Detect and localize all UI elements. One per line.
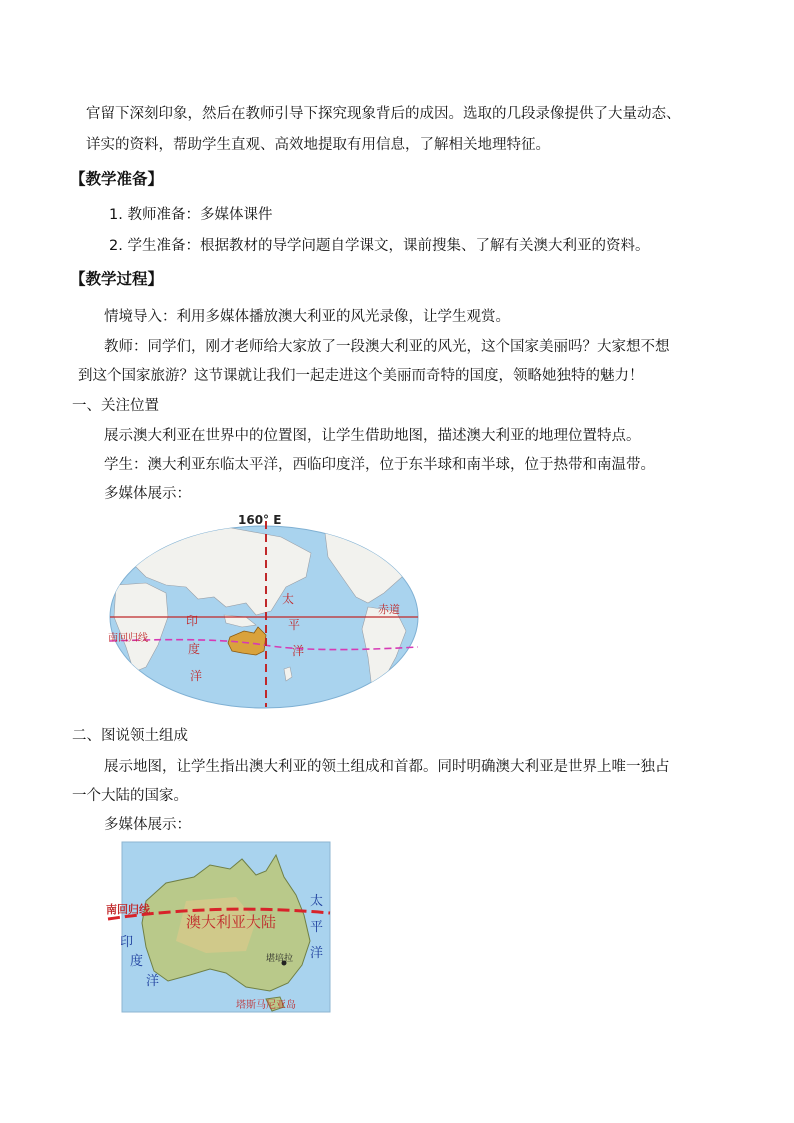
section-1-paragraph-2: 学生：澳大利亚东临太平洋，西临印度洋，位于东半球和南半球，位于热带和南温带。 xyxy=(104,457,655,473)
process-heading: 【教学过程】 xyxy=(70,270,164,288)
canberra-label: 堪培拉 xyxy=(266,954,294,964)
intro-line-1: 官留下深刻印象，然后在教师引导下探究现象背后的成因。选取的几段录像提供了大量动态、 xyxy=(86,106,681,122)
tropic-label: 南回归线 xyxy=(108,633,148,644)
process-paragraph-1: 情境导入：利用多媒体播放澳大利亚的风光录像，让学生观赏。 xyxy=(104,309,510,325)
continent-label: 澳大利亚大陆 xyxy=(186,913,277,931)
process-paragraph-2b: 到这个国家旅游？这节课就让我们一起走进这个美丽而奇特的国度，领略她独特的魅力！ xyxy=(78,368,644,384)
australia-indian-char-2: 度 xyxy=(130,954,144,969)
prep-heading: 【教学准备】 xyxy=(70,170,164,188)
section-1-title: 一、关注位置 xyxy=(72,398,159,414)
equator-label: 赤道 xyxy=(378,603,400,616)
prep-item-1: 1. 教师准备：多媒体课件 xyxy=(109,207,273,223)
section-1-paragraph-1: 展示澳大利亚在世界中的位置图，让学生借助地图，描述澳大利亚的地理位置特点。 xyxy=(104,428,641,444)
section-1-media-label: 多媒体展示： xyxy=(104,486,191,502)
australia-indian-char-1: 印 xyxy=(120,935,134,950)
section-2-paragraph-1a: 展示地图，让学生指出澳大利亚的领土组成和首都。同时明确澳大利亚是世界上唯一独占 xyxy=(104,759,670,775)
process-paragraph-2a: 教师：同学们，刚才老师给大家放了一段澳大利亚的风光，这个国家美丽吗？大家想不想 xyxy=(104,339,670,355)
meridian-label: 160° E xyxy=(238,513,282,527)
pacific-ocean-char-2: 平 xyxy=(288,618,301,632)
section-2-paragraph-1b: 一个大陆的国家。 xyxy=(72,788,188,804)
indian-ocean-char-3: 洋 xyxy=(190,669,203,683)
indian-ocean-char-1: 印 xyxy=(186,614,199,628)
tasmania-label: 塔斯马尼亚岛 xyxy=(236,1000,296,1011)
australia-pacific-char-2: 平 xyxy=(310,920,324,935)
section-2-media-label: 多媒体展示： xyxy=(104,817,191,833)
australia-indian-char-3: 洋 xyxy=(146,974,160,989)
pacific-ocean-char-1: 太 xyxy=(282,592,295,606)
australia-territory-map xyxy=(106,841,332,1013)
world-position-map xyxy=(106,507,422,710)
intro-line-2: 详实的资料，帮助学生直观、高效地提取有用信息，了解相关地理特征。 xyxy=(86,137,550,153)
section-2-title: 二、图说领土组成 xyxy=(72,728,188,744)
pacific-ocean-char-3: 洋 xyxy=(292,644,305,658)
australia-tropic-label: 南回归线 xyxy=(106,903,150,916)
australia-pacific-char-3: 洋 xyxy=(310,946,324,961)
prep-item-2: 2. 学生准备：根据教材的导学问题自学课文，课前搜集、了解有关澳大利亚的资料。 xyxy=(109,238,650,254)
australia-pacific-char-1: 太 xyxy=(310,894,324,909)
indian-ocean-char-2: 度 xyxy=(188,642,201,656)
